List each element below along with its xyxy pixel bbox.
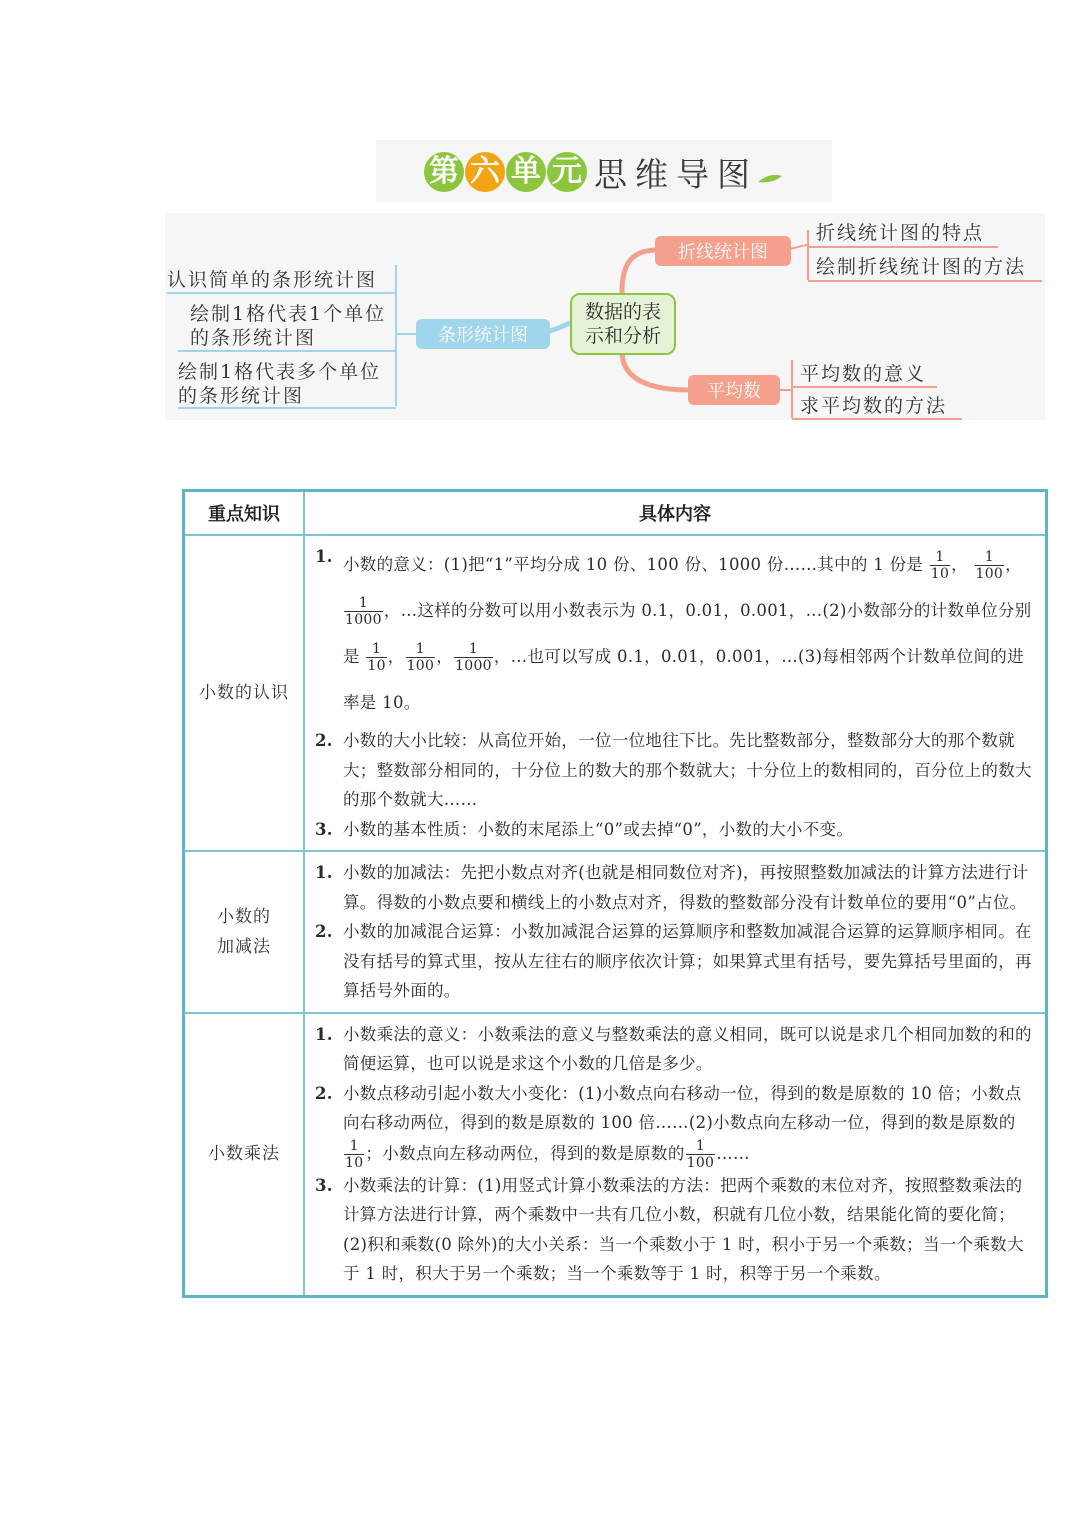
item-text: 小数乘法的计算：(1)用竖式计算小数乘法的方法：把两个乘数的末位对齐，按照整数乘法的计算方法进行计算，两个乘数中一共有几位小数，积就有几位小数，结果能化简的要化简；(2)积和乘数(0 除外)的大小关系：当一个乘数小于 1 时，积小于另一个乘数；当一个乘数大于 1 时，积大于另一个乘数；当一个乘数等于 1 时，积等于另一个乘数。 — [343, 1175, 1024, 1283]
text-part: ， — [1005, 555, 1022, 574]
text-part: ， — [951, 555, 968, 574]
fraction — [454, 641, 493, 674]
text-part: 小数的意义：(1)把“1”平均分成 10 份、100 份、1000 份……其中的 1 份是 — [343, 555, 924, 574]
knowledge-table — [182, 489, 1048, 1298]
numerator: 1 — [454, 641, 493, 658]
text-part: ， — [387, 647, 405, 666]
denominator: 100 — [686, 1154, 715, 1171]
leaf-line-chart-features: 折线统计图的特点 — [816, 222, 985, 244]
underline — [178, 407, 396, 409]
denominator: 10 — [345, 1154, 364, 1171]
row-content — [304, 851, 1047, 1013]
underline — [792, 386, 937, 388]
list-item — [315, 815, 1035, 845]
fraction — [930, 549, 950, 582]
title-rest: 思维导图 — [594, 154, 758, 194]
text-part: 小数点移动引起小数大小变化：(1)小数点向右移动一位，得到的数是原数的 10 倍；小数点向右移动两位，得到的数是原数的 100 倍……(2)小数点向左移动一位，得到的数是原数的 — [343, 1083, 1022, 1132]
denominator: 100 — [406, 658, 435, 674]
item-text: 小数的加减法：先把小数点对齐(也就是相同数位对齐)，再按照整数加减法的计算方法进行计算。得数的小数点要和横线上的小数点对齐，得数的整数部分没有计数单位的要用“0”占位。 — [343, 863, 1029, 912]
row-topic-line-2: 加减法 — [217, 936, 271, 957]
text-part: ，…也可以写成 0.1，0.01，0.001，…(3)每相邻两个计数单位间的进率是 10。 — [343, 647, 1024, 712]
leaf-bar-chart-one-unit-1: 绘制1格代表1个单位 — [190, 303, 387, 325]
fraction — [344, 595, 383, 628]
list-item — [315, 1079, 1035, 1171]
item-text: 小数的基本性质：小数的末尾添上“0”或去掉“0”，小数的大小不变。 — [343, 819, 854, 839]
underline — [808, 280, 1042, 282]
leaf-average-meaning: 平均数的意义 — [800, 363, 927, 385]
item-number: 2. — [315, 731, 333, 750]
leaf-bar-chart-simple: 认识简单的条形统计图 — [167, 269, 378, 291]
header-details: 具体内容 — [304, 491, 1047, 536]
table-row — [184, 535, 1047, 851]
title-char-4: 元 — [547, 152, 587, 192]
item-text — [343, 542, 1035, 726]
center-line-1: 数据的表 — [584, 301, 661, 323]
numerator: 1 — [930, 549, 950, 566]
row-content — [304, 535, 1047, 851]
text-part: ，…这样的分数可以用小数表示为 0.1，0.01，0.001，…(2)小数部分的计数单位分别是 — [343, 601, 1032, 666]
list-item — [315, 858, 1035, 917]
list-item — [315, 726, 1035, 815]
numerator: 1 — [344, 595, 383, 612]
list-item — [315, 917, 1035, 1006]
numerator: 1 — [406, 641, 436, 658]
item-number: 3. — [315, 819, 333, 839]
item-text — [343, 1079, 1035, 1171]
mind-map-center — [570, 293, 676, 355]
center-line-2: 示和分析 — [584, 325, 661, 347]
item-text: 小数的大小比较：从高位开始，一位一位地往下比。先比整数部分，整数部分大的那个数就大；整数部分相同的，十分位上的数大的那个数就大；十分位上的数相同的，百分位上的数大的那个数就大…… — [343, 731, 1032, 809]
branch-average: 平均数 — [688, 375, 780, 405]
list-item — [315, 1020, 1035, 1079]
underline — [167, 292, 396, 294]
text-part: ；小数点向左移动两位，得到的数是原数的 — [365, 1143, 685, 1163]
list-item — [315, 1171, 1035, 1289]
denominator: 10 — [930, 566, 950, 582]
table-row — [184, 1013, 1047, 1297]
item-number: 3. — [315, 1175, 333, 1195]
leaf-line-chart-method: 绘制折线统计图的方法 — [816, 256, 1027, 278]
fraction — [366, 641, 386, 674]
leaf-bar-chart-multi-unit-1: 绘制1格代表多个单位 — [178, 361, 382, 383]
branch-bar-chart: 条形统计图 — [416, 319, 550, 349]
leaf-average-method: 求平均数的方法 — [800, 395, 948, 417]
header-key-knowledge: 重点知识 — [184, 491, 305, 536]
leaf-bar-chart-one-unit-2: 的条形统计图 — [190, 327, 317, 349]
item-number: 2. — [315, 922, 333, 941]
title-char-1: 第 — [424, 152, 464, 192]
row-content — [304, 1013, 1047, 1297]
table-header-row — [184, 491, 1047, 536]
item-text: 小数乘法的意义：小数乘法的意义与整数乘法的意义相同，既可以说是求几个相同加数的和的简便运算，也可以说是求这个小数的几倍是多少。 — [343, 1024, 1032, 1073]
underline — [792, 418, 962, 420]
list-item — [315, 542, 1035, 726]
item-number: 2. — [315, 1083, 333, 1103]
text-part: ， — [436, 647, 454, 666]
title-char-3: 单 — [506, 152, 546, 192]
denominator: 1000 — [455, 658, 492, 674]
title-char-2: 六 — [465, 152, 505, 192]
denominator: 100 — [975, 566, 1004, 582]
numerator: 1 — [975, 549, 1005, 566]
mind-map — [0, 0, 1080, 440]
row-topic: 小数乘法 — [184, 1013, 305, 1297]
denominator: 1000 — [345, 612, 382, 628]
underline — [178, 350, 396, 352]
leaf-bar-chart-multi-unit-2: 的条形统计图 — [178, 385, 305, 407]
fraction — [975, 549, 1005, 582]
numerator: 1 — [366, 641, 386, 658]
numerator: 1 — [344, 1138, 364, 1155]
fraction — [406, 641, 436, 674]
row-topic-line-1: 小数的 — [217, 906, 271, 927]
text-part: …… — [716, 1143, 750, 1163]
item-text: 小数的加减混合运算：小数加减混合运算的运算顺序和整数加减混合运算的运算顺序相同。在没有括号的算式里，按从左往右的顺序依次计算；如果算式里有括号，要先算括号里面的，再算括号外面的。 — [343, 922, 1032, 1000]
underline — [808, 246, 998, 248]
fraction — [344, 1138, 364, 1171]
item-number: 1. — [315, 1024, 333, 1044]
row-topic: 小数的认识 — [184, 535, 305, 851]
fraction — [686, 1138, 716, 1171]
item-number: 1. — [315, 863, 333, 882]
item-number: 1. — [315, 547, 333, 566]
denominator: 10 — [367, 658, 386, 674]
table-row — [184, 851, 1047, 1013]
numerator: 1 — [686, 1138, 716, 1155]
branch-line-chart: 折线统计图 — [655, 236, 791, 266]
row-topic — [184, 851, 305, 1013]
